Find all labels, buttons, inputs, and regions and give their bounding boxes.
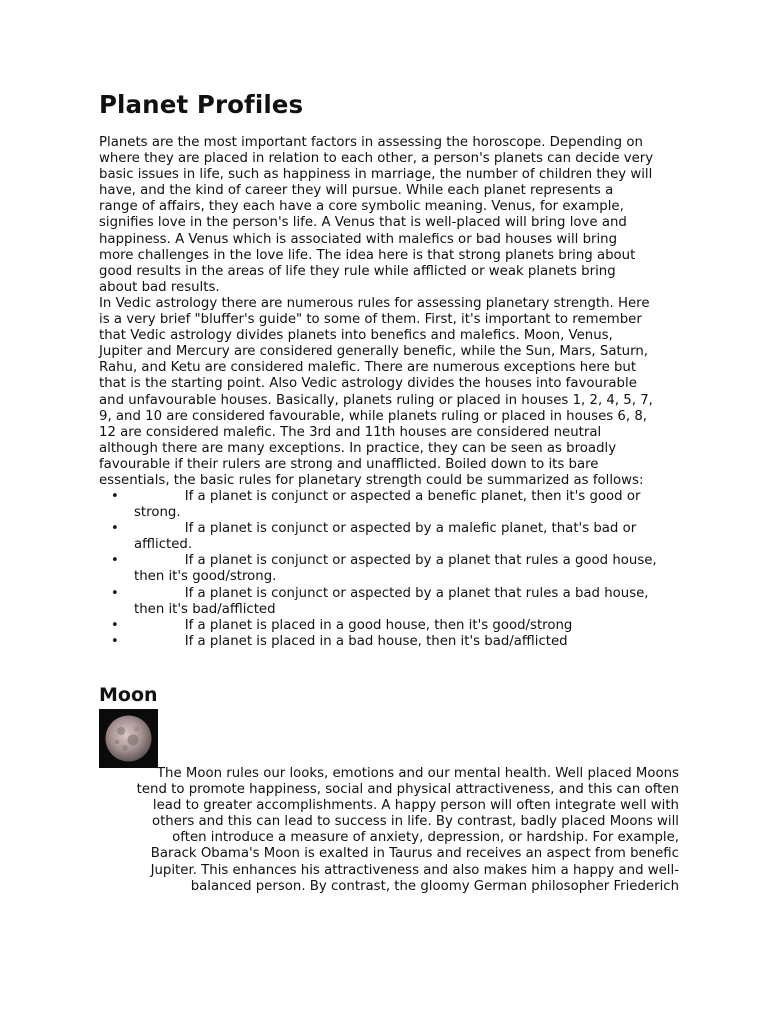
intro-line: happiness. A Venus which is associated with malefics or bad houses will bring <box>99 231 618 247</box>
bullet-text: If a planet is conjunct or aspected a benefic planet, then it's good or <box>134 489 641 504</box>
intro-line: 9, and 10 are considered favourable, while planets ruling or placed in houses 6, 8, <box>99 408 648 424</box>
moon-icon <box>99 709 158 768</box>
intro-line: In Vedic astrology there are numerous rules for assessing planetary strength. Here <box>99 295 650 311</box>
moon-line: balanced person. By contrast, the gloomy German philosopher Friederich <box>190 878 679 894</box>
intro-line: good results in the areas of life they rule while afflicted or weak planets bring <box>99 263 616 279</box>
moon-heading: Moon <box>99 684 158 706</box>
intro-line: that Vedic astrology divides planets into benefics and malefics. Moon, Venus, <box>99 328 613 344</box>
bullet-text-cont: afflicted. <box>134 537 193 553</box>
intro-line: Jupiter and Mercury are considered generally benefic, while the Sun, Mars, Saturn, <box>99 344 648 360</box>
moon-line: tend to promote happiness, social and physical attractiveness, and this can often <box>136 782 679 798</box>
intro-line: more challenges in the love life. The idea here is that strong planets bring about <box>99 247 636 263</box>
moon-line: others and this can lead to success in life. By contrast, badly placed Moons will <box>151 814 679 830</box>
intro-line: have, and the kind of career they will pursue. While each planet represents a <box>99 183 614 199</box>
intro-line: 12 are considered malefic. The 3rd and 11th houses are considered neutral <box>99 424 602 440</box>
intro-line: signifies love in the person's life. A Venus that is well-placed will bring love and <box>99 215 627 231</box>
moon-line: The Moon rules our looks, emotions and our mental health. Well placed Moons <box>156 766 679 781</box>
intro-line: essentials, the basic rules for planetary strength could be summarized as follows: <box>99 472 644 488</box>
list-item <box>0 521 768 553</box>
moon-line: often introduce a measure of anxiety, depression, or hardship. For example, <box>172 830 679 846</box>
intro-line: where they are placed in relation to each other, a person's planets can decide very <box>99 151 654 167</box>
bullet-icon: • <box>111 553 119 569</box>
moon-paragraph <box>99 766 679 895</box>
intro-line: although there are many exceptions. In practice, they can be seen as broadly <box>99 440 617 456</box>
intro-line: about bad results. <box>99 279 220 295</box>
bullet-icon: • <box>111 617 119 633</box>
intro-line: range of affairs, they each have a core symbolic meaning. Venus, for example, <box>99 199 624 215</box>
page-title: Planet Profiles <box>99 90 304 119</box>
moon-line: Jupiter. This enhances his attractiveness and also makes him a happy and well- <box>150 862 679 878</box>
bullet-icon: • <box>111 633 119 649</box>
list-item <box>0 618 768 634</box>
list-item <box>0 553 768 585</box>
intro-line: and unfavourable houses. Basically, planets ruling or placed in houses 1, 2, 4, 5, 7, <box>99 392 653 408</box>
intro-line: favourable if their rulers are strong and unafflicted. Boiled down to its bare <box>99 456 599 472</box>
bullet-text: If a planet is conjunct or aspected by a planet that rules a good house, <box>134 553 657 569</box>
intro-line: Rahu, and Ketu are considered malefic. There are numerous exceptions here but <box>99 360 637 376</box>
moon-line: lead to greater accomplishments. A happy person will often integrate well with <box>152 798 679 814</box>
bullet-text-cont: then it's good/strong. <box>134 569 277 585</box>
bullet-icon: • <box>111 489 119 504</box>
bullet-icon: • <box>111 521 119 537</box>
intro-line: Planets are the most important factors in assessing the horoscope. Depending on <box>99 135 643 150</box>
intro-line: basic issues in life, such as happiness in marriage, the number of children they will <box>99 167 653 183</box>
bullet-text: If a planet is conjunct or aspected by a planet that rules a bad house, <box>134 585 649 601</box>
bullet-icon: • <box>111 585 119 601</box>
list-item <box>0 634 768 650</box>
list-item <box>0 586 768 618</box>
intro-paragraphs <box>99 135 689 489</box>
moon-line: Barack Obama's Moon is exalted in Taurus and receives an aspect from benefic <box>150 846 679 862</box>
moon-image <box>99 709 158 768</box>
bullet-text: If a planet is placed in a good house, then it's good/strong <box>134 617 573 633</box>
bullet-text: If a planet is placed in a bad house, then it's bad/afflicted <box>134 633 568 649</box>
bullet-text-cont: then it's bad/afflicted <box>134 601 276 617</box>
rules-bullet-list <box>0 489 768 650</box>
intro-line: is a very brief "bluffer's guide" to some of them. First, it's important to remember <box>99 312 642 328</box>
intro-line: that is the starting point. Also Vedic astrology divides the houses into favourable <box>99 376 637 392</box>
bullet-text: If a planet is conjunct or aspected by a malefic planet, that's bad or <box>134 521 637 537</box>
bullet-text-cont: strong. <box>134 505 181 521</box>
list-item <box>0 489 768 521</box>
